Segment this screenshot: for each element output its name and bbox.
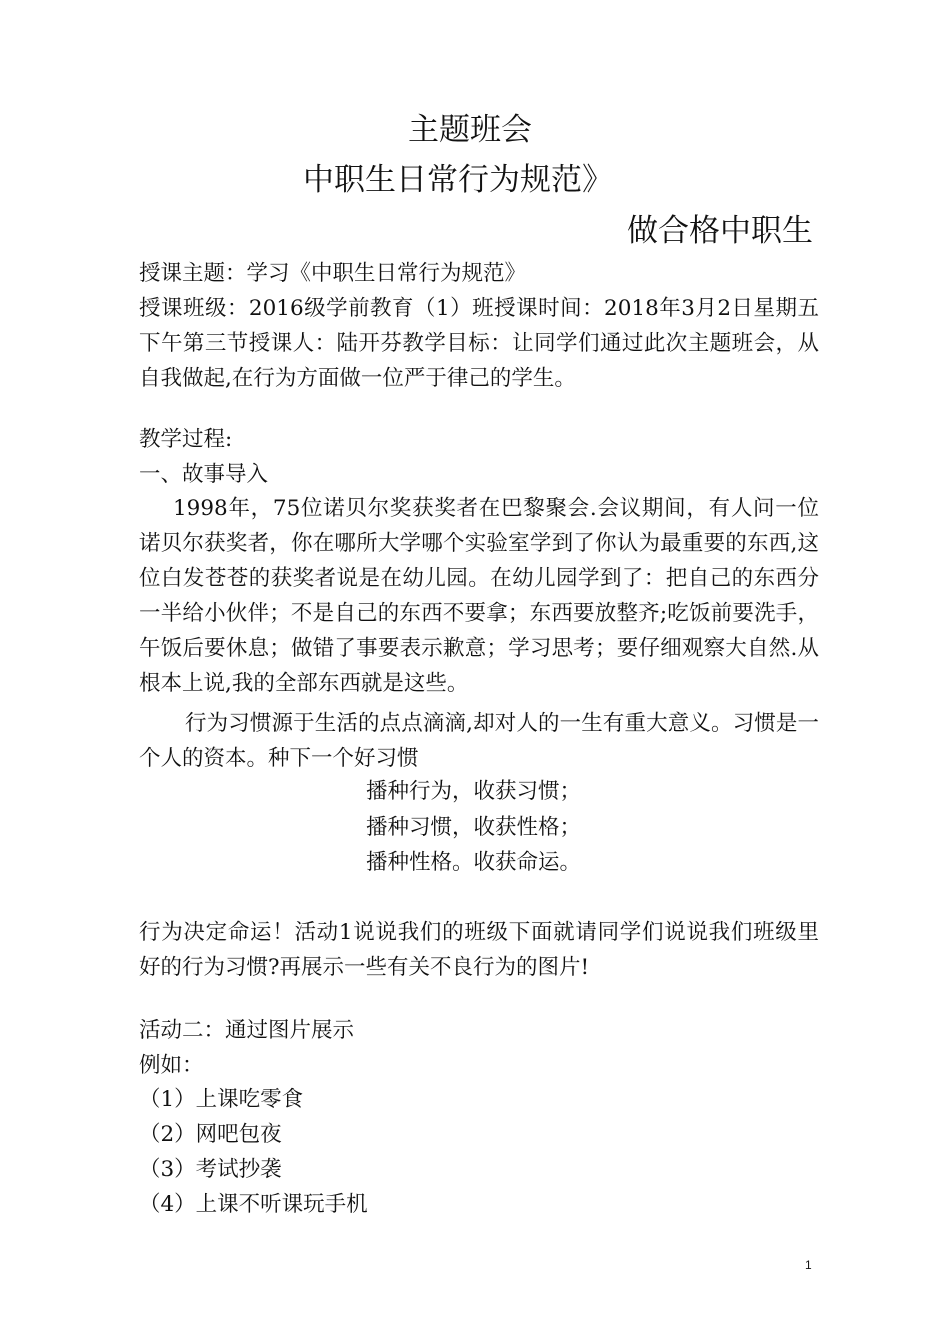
process-heading: 教学过程: (139, 427, 233, 452)
topic-line: 授课主题：学习《中职生日常行为规范》 (139, 261, 527, 286)
section-1-heading: 一、故事导入 (139, 462, 269, 487)
title-line-2: 中职生日常行为规范》 (303, 162, 613, 198)
verse-line-3: 播种性格。收获命运。 (366, 850, 582, 875)
verse-line-2: 播种习惯，收获性格； (366, 815, 582, 840)
habit-paragraph: 行为习惯源于生活的点点滴滴,却对人的一生有重大意义。习惯是一个人的资本。种下一个好习惯 (139, 711, 819, 771)
example-item-4: （4）上课不听课玩手机 (139, 1192, 368, 1217)
title-line-3: 做合格中职生 (627, 213, 813, 249)
activity-1-paragraph: 行为决定命运！活动1说说我们的班级下面就请同学们说说我们班级里好的行为习惯?再展示一些有关不良行为的图片! (139, 920, 819, 980)
title-line-1: 主题班会 (408, 112, 532, 148)
page-number: 1 (805, 1258, 812, 1272)
example-item-3: （3）考试抄袭 (139, 1157, 282, 1182)
example-item-2: （2）网吧包夜 (139, 1122, 282, 1147)
story-paragraph: 1998年，75位诺贝尔奖获奖者在巴黎聚会.会议期间，有人问一位诺贝尔获奖者，你在哪所大学哪个实验室学到了你认为最重要的东西,这位白发苍苍的获奖者说是在幼儿园。在幼儿园学到了：把自己的东西分一半给小伙伴；不是自己的东西不要拿；东西要放整齐;吃饭前要洗手，午饭后要休息；做错了事要表示歉意；学习思考；要仔细观察大自然.从根本上说,我的全部东西就是这些。 (139, 496, 819, 696)
example-label: 例如： (139, 1053, 204, 1078)
activity-2-heading: 活动二：通过图片展示 (139, 1018, 355, 1043)
example-item-1: （1）上课吃零食 (139, 1087, 304, 1112)
class-info-paragraph: 授课班级：2016级学前教育（1）班授课时间：2018年3月2日星期五下午第三节授课人：陆开芬教学目标：让同学们通过此次主题班会，从自我做起,在行为方面做一位严于律己的学生。 (139, 296, 819, 391)
verse-line-1: 播种行为，收获习惯； (366, 779, 582, 804)
